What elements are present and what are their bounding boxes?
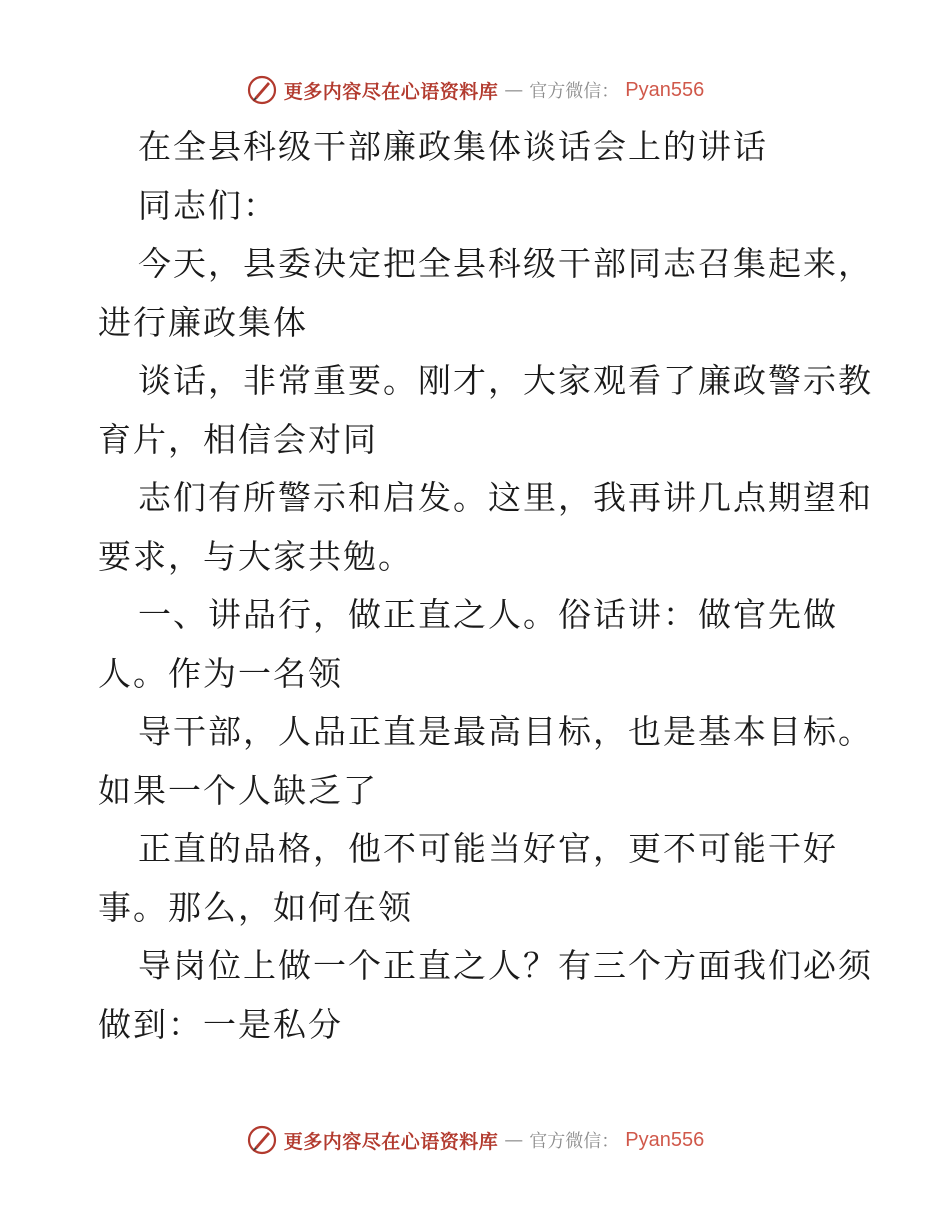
watermark-main-text: 更多内容尽在心语资料库 [283,80,499,103]
text-line: 志们有所警示和启发。这里，我再讲几点期望和 [138,478,873,517]
text-line: 要求，与大家共勉。 [98,536,413,576]
document-body [98,118,873,1054]
text-line: 正直的品格，他不可能当好官，更不可能干好 [138,829,838,868]
text-line: 在全县科级干部廉政集体谈话会上的讲话 [138,127,768,166]
quill-logo-icon [246,74,278,106]
watermark-dash: — [504,1129,524,1151]
text-line: 同志们： [138,185,278,225]
text-line: 今天，县委决定把全县科级干部同志召集起来， [138,244,873,283]
watermark-id: Pyan556 [625,78,705,101]
watermark-main-text: 更多内容尽在心语资料库 [283,1130,499,1153]
text-line: 进行廉政集体 [98,302,308,342]
watermark-dash: — [504,79,524,101]
footer-watermark [0,1120,950,1160]
quill-logo-icon [246,1124,278,1156]
text-line: 育片，相信会对同 [98,419,378,459]
text-line: 事。那么，如何在领 [98,887,413,927]
watermark-id: Pyan556 [625,1128,705,1151]
text-line: 人。作为一名领 [98,653,343,693]
text-line: 谈话，非常重要。刚才，大家观看了廉政警示教 [138,361,873,400]
header-watermark [0,70,950,110]
text-line: 如果一个人缺乏了 [98,770,378,810]
watermark-label: 官方微信： [529,81,620,102]
text-line: 做到：一是私分 [98,1004,343,1044]
text-line: 导干部，人品正直是最高目标，也是基本目标。 [138,712,873,751]
text-line: 导岗位上做一个正直之人？有三个方面我们必须 [138,946,873,985]
text-line: 一、讲品行，做正直之人。俗话讲：做官先做 [138,595,838,634]
watermark-label: 官方微信： [529,1131,620,1152]
